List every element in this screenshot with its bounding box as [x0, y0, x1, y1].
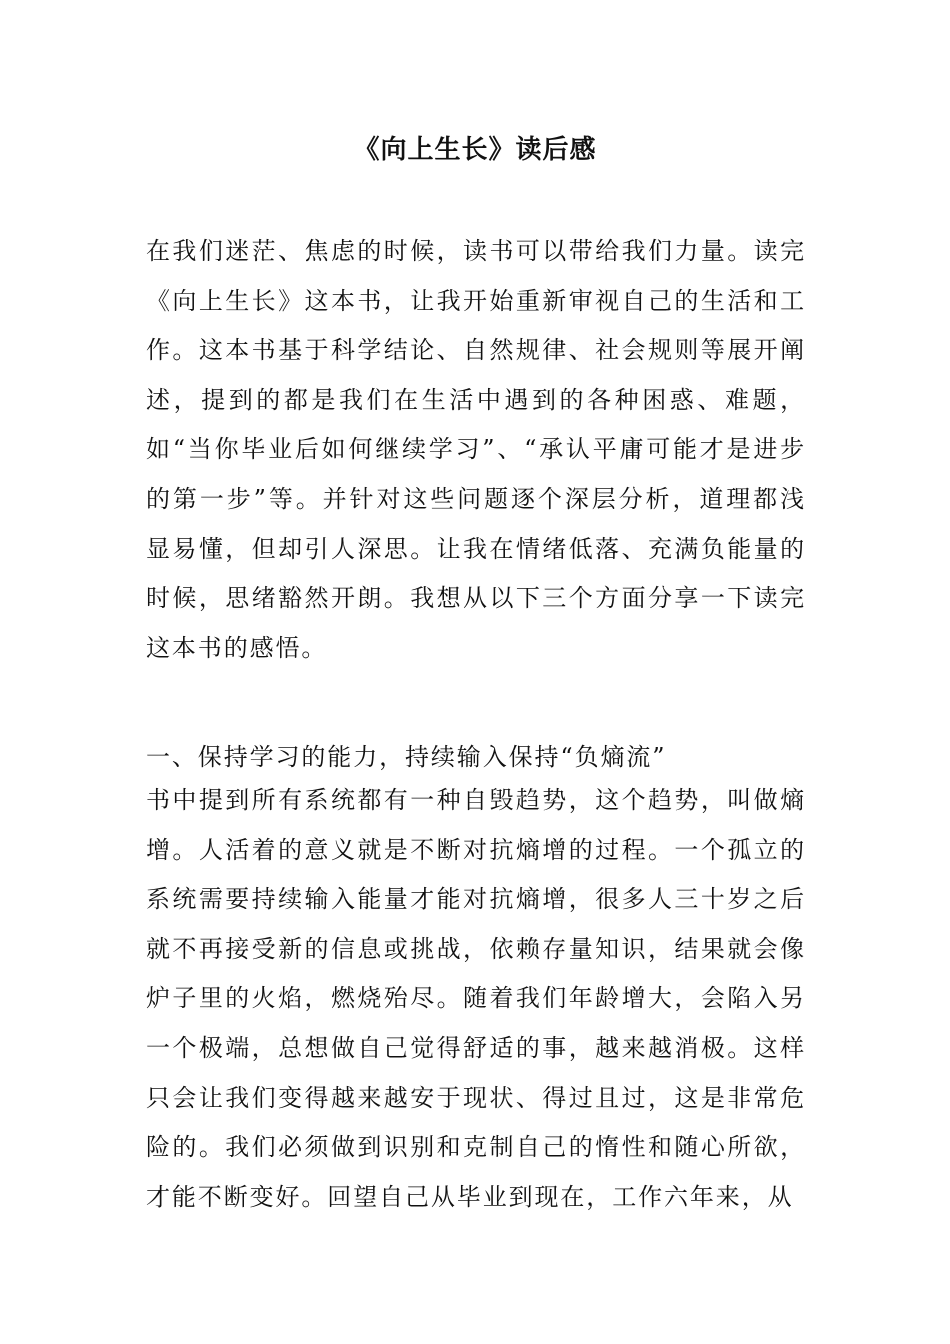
intro-paragraph: 在我们迷茫、焦虑的时候，读书可以带给我们力量。读完《向上生长》这本书，让我开始重新审视自己的生活和工作。这本书基于科学结论、自然规律、社会规则等展开阐述，提到的都是我们在生活中遇到的各种困惑、难题，如“当你毕业后如何继续学习”、“承认平庸可能才是进步的第一步”等。并针对这些问题逐个深层分析，道理都浅显易懂，但却引人深思。让我在情绪低落、充满负能量的时候，思绪豁然开朗。我想从以下三个方面分享一下读完这本书的感悟。 [146, 237, 806, 662]
section-heading-1: 一、保持学习的能力，持续输入保持“负熵流” [146, 743, 667, 771]
section-1-paragraph: 书中提到所有系统都有一种自毁趋势，这个趋势，叫做熵增。人活着的意义就是不断对抗熵增的过程。一个孤立的系统需要持续输入能量才能对抗熵增，很多人三十岁之后就不再接受新的信息或挑战，依赖存量知识，结果就会像炉子里的火焰，燃烧殆尽。随着我们年龄增大，会陷入另一个极端，总想做自己觉得舒适的事，越来越消极。这样只会让我们变得越来越安于现状、得过且过，这是非常危险的。我们必须做到识别和克制自己的惰性和随心所欲，才能不断变好。回望自己从毕业到现在，工作六年来，从 [146, 786, 806, 1211]
document-title: 《向上生长》读后感 [353, 135, 597, 165]
